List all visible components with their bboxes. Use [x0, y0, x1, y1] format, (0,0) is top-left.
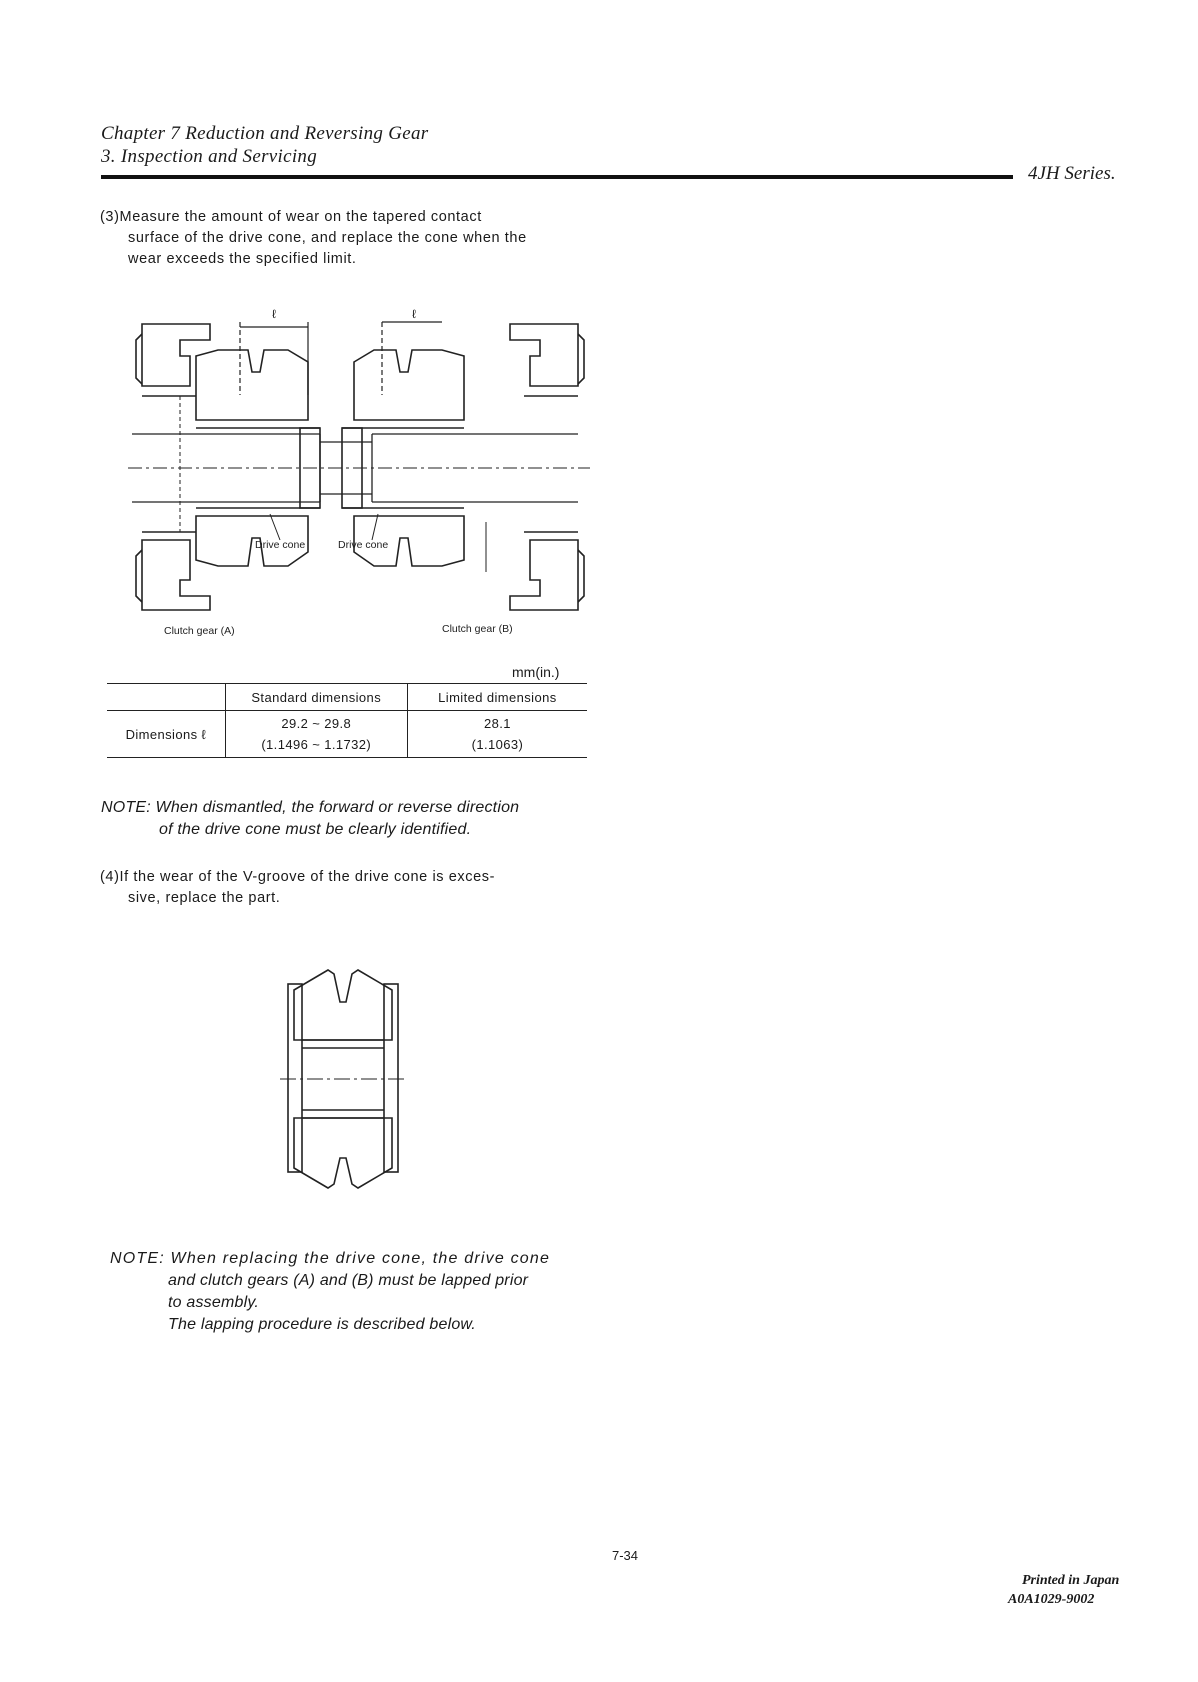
chapter-title: Chapter 7 Reduction and Reversing Gear	[101, 123, 429, 144]
dimension-lines	[240, 322, 442, 395]
table-header-limited: Limited dimensions	[407, 684, 587, 711]
note-direction	[101, 797, 601, 841]
header-rule	[101, 175, 1013, 179]
limited-mm: 28.1	[483, 716, 511, 731]
standard-mm: 29.2 ~ 29.8	[281, 716, 352, 731]
note-2-line-2: and clutch gears (A) and (B) must be lapped prior	[168, 1272, 529, 1289]
drive-cone-assembly-figure	[120, 300, 600, 640]
drive-cone-label-right: Drive cone	[338, 539, 389, 551]
step-4-line-1: (4)If the wear of the V-groove of the drive cone is exces-	[100, 869, 496, 885]
standard-in: (1.1496 ~ 1.1732)	[261, 737, 372, 752]
step-4-paragraph	[100, 867, 595, 909]
note-2-line-4: The lapping procedure is described below.	[168, 1316, 476, 1333]
step-3-line-2: surface of the drive cone, and replace the cone when the	[128, 230, 527, 246]
note-lapping	[110, 1248, 605, 1336]
clutch-gear-b	[510, 324, 584, 610]
section-title: 3. Inspection and Servicing	[101, 146, 317, 167]
standard-value-cell	[225, 711, 407, 758]
clutch-gear-a-label: Clutch gear (A)	[164, 625, 235, 637]
l-dimension-label-right: ℓ	[412, 307, 416, 321]
note-2-line-3: to assembly.	[168, 1294, 260, 1311]
limited-value-cell	[407, 711, 587, 758]
table-header-blank	[107, 684, 225, 711]
step-3-line-1: (3)Measure the amount of wear on the tapered contact	[100, 209, 482, 225]
table-row	[107, 711, 587, 758]
note-1-line-2: of the drive cone must be clearly identified.	[159, 821, 472, 838]
drive-cone-left	[196, 350, 320, 566]
series-label: 4JH Series.	[1028, 163, 1116, 184]
step-3-line-3: wear exceeds the specified limit.	[128, 251, 357, 267]
unit-label: mm(in.)	[512, 664, 560, 680]
note-1-line-1: NOTE: When dismantled, the forward or reverse direction	[101, 799, 520, 816]
printed-in-label: Printed in Japan	[1022, 1573, 1120, 1588]
clutch-gear-b-label: Clutch gear (B)	[442, 623, 513, 635]
table-header-standard: Standard dimensions	[225, 684, 407, 711]
row-label: Dimensions ℓ	[107, 711, 225, 758]
table-header-row	[107, 684, 587, 711]
dimension-table	[107, 683, 587, 758]
note-2-line-1: NOTE: When replacing the drive cone, the drive cone	[110, 1250, 551, 1267]
limited-in: (1.1063)	[471, 737, 524, 752]
document-code: A0A1029-9002	[1008, 1592, 1095, 1607]
step-4-line-2: sive, replace the part.	[128, 890, 281, 906]
clutch-gear-a	[136, 324, 210, 610]
page-number: 7-34	[612, 1548, 639, 1563]
step-3-paragraph	[100, 207, 595, 270]
drive-cone-label-left: Drive cone	[255, 539, 306, 551]
shaft	[128, 434, 590, 502]
drive-cone-right	[342, 350, 464, 566]
drive-cone-section-figure	[280, 962, 430, 1194]
l-dimension-label-left: ℓ	[272, 307, 276, 321]
